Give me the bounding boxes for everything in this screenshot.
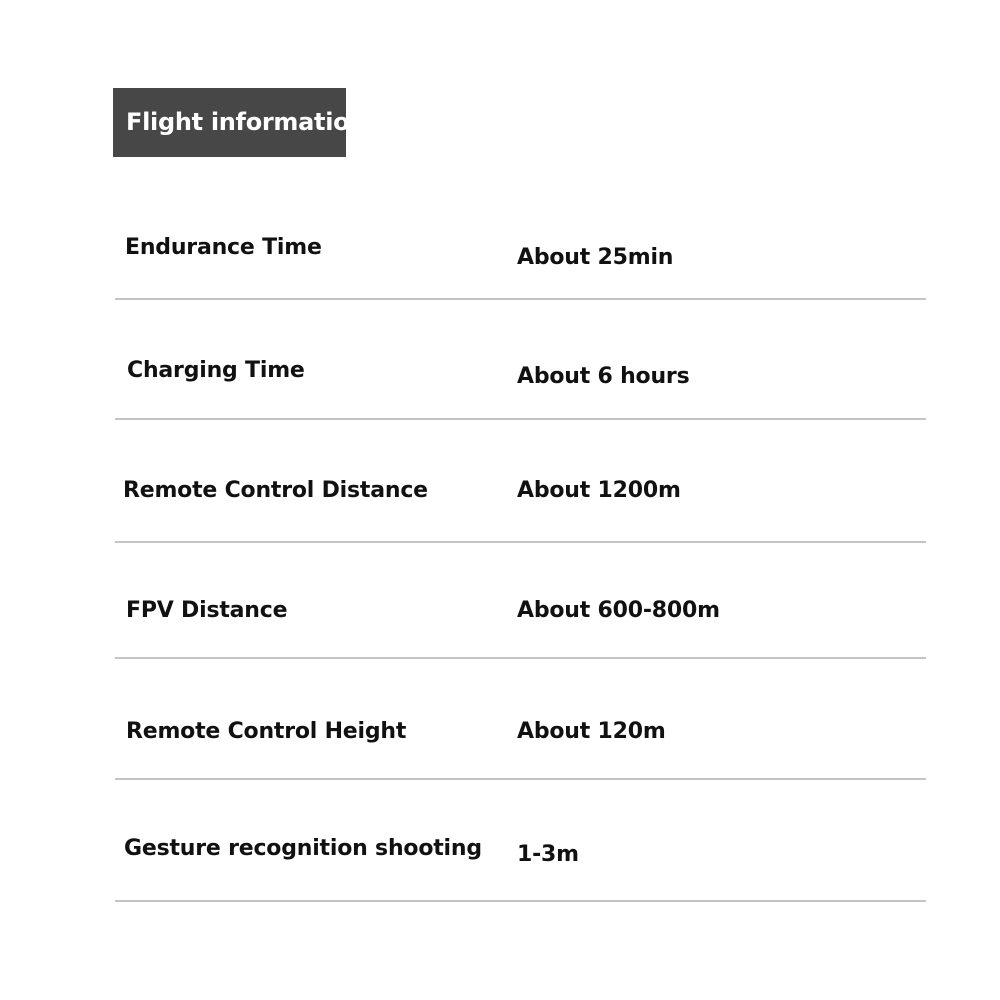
spec-value: About 600-800m [517,598,720,623]
section-title: Flight information [113,88,346,157]
spec-row [115,178,926,300]
spec-label: Remote Control Height [126,719,407,744]
spec-value: About 6 hours [517,364,690,389]
spec-value: About 1200m [517,478,681,503]
spec-row [115,543,926,659]
spec-row [115,659,926,780]
spec-label: Charging Time [127,358,305,383]
spec-value: 1-3m [517,842,579,867]
spec-label: FPV Distance [126,598,288,623]
spec-value: About 120m [517,719,666,744]
spec-row [115,780,926,902]
spec-label: Gesture recognition shooting [124,836,482,861]
spec-row [115,420,926,543]
spec-table [115,178,926,902]
spec-label: Endurance Time [125,235,322,260]
spec-value: About 25min [517,245,674,270]
spec-row [115,300,926,420]
spec-label: Remote Control Distance [123,478,428,503]
